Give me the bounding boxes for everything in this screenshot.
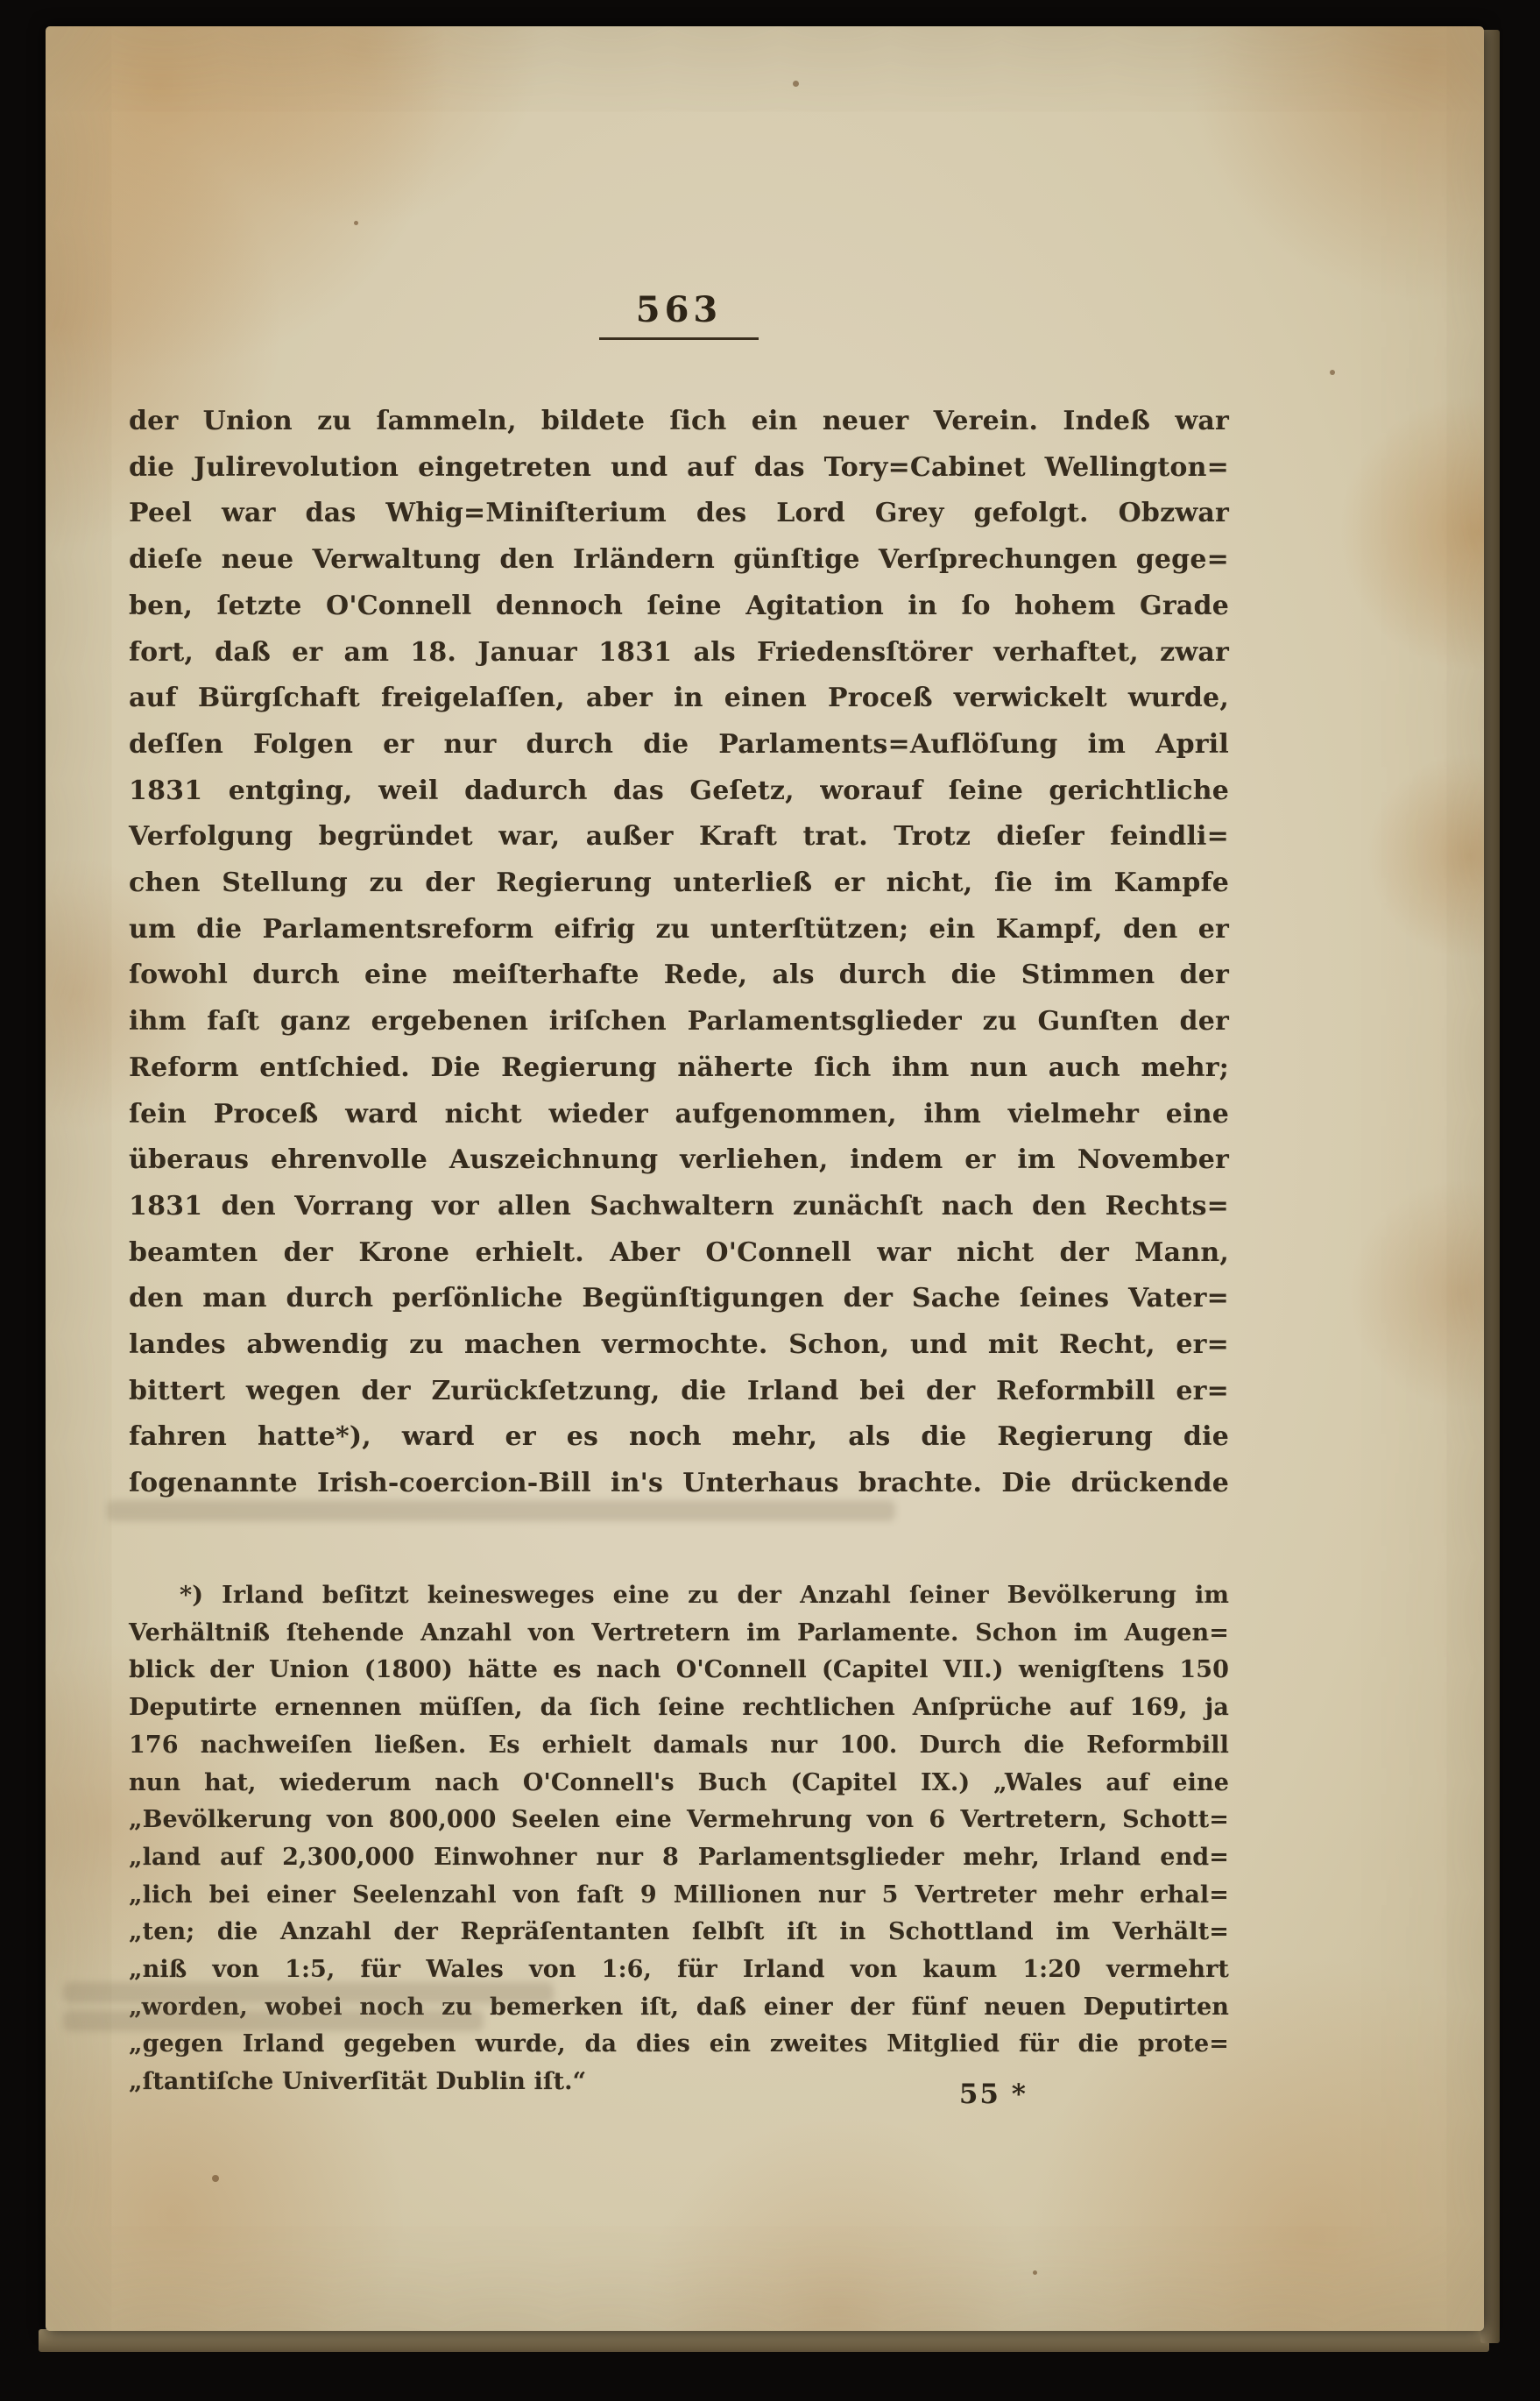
text-line: 1831 den Vorrang vor allen Sachwaltern zunächſt nach den Rechts= — [129, 1190, 1229, 1222]
text-line: Peel war das Whig=Miniſterium des Lord Grey gefolgt. Obzwar — [129, 498, 1229, 529]
page-number: 563 — [599, 289, 759, 340]
footnote-line: „niß von 1:5, für Wales von 1:6, für Irland von kaum 1:20 vermehrt — [129, 1956, 1229, 1984]
page-stack-edge-bottom — [39, 2329, 1489, 2352]
footnote-line: nun hat, wiederum nach O'Connell's Buch (Capitel IX.) „Wales auf eine — [129, 1768, 1229, 1796]
footnote-line: „Bevölkerung von 800,000 Seelen eine Vermehrung von 6 Vertretern, Schott= — [129, 1806, 1229, 1834]
footnote-line: blick der Union (1800) hätte es nach O'Connell (Capitel VII.) wenigſtens 150 — [129, 1656, 1229, 1684]
footnote-line: Deputirte ernennen müſſen, da ſich ſeine rechtlichen Anſprüche auf 169, ja — [129, 1694, 1229, 1722]
footnote-line: „land auf 2,300,000 Einwohner nur 8 Parlamentsglieder mehr, Irland end= — [129, 1843, 1229, 1871]
text-line: die Julirevolution eingetreten und auf das Tory=Cabinet Wellington= — [129, 451, 1229, 483]
text-line: ſein Proceß ward nicht wieder aufgenommen, ihm vielmehr eine — [129, 1098, 1229, 1130]
text-line: Reform entſchied. Die Regierung näherte ſich ihm nun auch mehr; — [129, 1052, 1229, 1083]
footnote-line: 176 nachweiſen ließen. Es erhielt damals nur 100. Durch die Reformbill — [129, 1731, 1229, 1759]
text-line: auf Bürgſchaft freigelaſſen, aber in einen Proceß verwickelt wurde, — [129, 683, 1229, 714]
footnote-line: „ten; die Anzahl der Repräſentanten ſelbſt iſt in Schottland im Verhält= — [129, 1918, 1229, 1946]
text-line: ſowohl durch eine meiſterhafte Rede, als durch die Stimmen der — [129, 960, 1229, 991]
text-line: landes abwendig zu machen vermochte. Schon, und mit Recht, er= — [129, 1329, 1229, 1361]
foxing-speck — [1330, 370, 1335, 375]
text-line: ſogenannte Irish-coercion-Bill in's Unterhaus brachte. Die drückende — [129, 1468, 1229, 1499]
text-line: chen Stellung zu der Regierung unterließ er nicht, ſie im Kampfe — [129, 868, 1229, 899]
text-line: fort, daß er am 18. Januar 1831 als Friedensſtörer verhaftet, zwar — [129, 636, 1229, 668]
page-header — [129, 289, 1229, 340]
text-line: bittert wegen der Zurückſetzung, die Irland bei der Reformbill er= — [129, 1375, 1229, 1406]
foxing-speck — [212, 2175, 219, 2182]
text-line: dieſe neue Verwaltung den Irländern günſtige Verſprechungen gege= — [129, 544, 1229, 576]
showthrough-smudge — [63, 1982, 554, 2003]
text-line: beamten der Krone erhielt. Aber O'Connell war nicht der Mann, — [129, 1236, 1229, 1268]
text-line: den man durch perſönliche Begünſtigungen der Sache ſeines Vater= — [129, 1283, 1229, 1314]
text-line: fahren hatte*), ward er es noch mehr, als die Regierung die — [129, 1421, 1229, 1453]
main-text-block — [129, 399, 1229, 1507]
book-page — [46, 26, 1484, 2331]
text-line: ihm faſt ganz ergebenen iriſchen Parlamentsglieder zu Gunſten der — [129, 1006, 1229, 1038]
footnote-line: „ſtantiſche Univerſität Dublin iſt.“ — [129, 2068, 587, 2096]
foxing-speck — [793, 81, 799, 87]
foxing-speck — [1033, 2270, 1037, 2275]
showthrough-smudge — [107, 1500, 895, 1521]
text-line: der Union zu ſammeln, bildete ſich ein neuer Verein. Indeß war — [129, 406, 1229, 436]
footnote-line: „gegen Irland gegeben wurde, da dies ein zweites Mitglied für die prote= — [129, 2030, 1229, 2058]
footnote-line: Verhältniß ſtehende Anzahl von Vertretern im Parlamente. Schon im Augen= — [129, 1618, 1229, 1647]
showthrough-smudge — [63, 2010, 484, 2031]
text-line: Verfolgung begründet war, außer Kraft trat. Trotz dieſer feindli= — [129, 821, 1229, 853]
text-line: ben, ſetzte O'Connell dennoch ſeine Agitation in ſo hohem Grade — [129, 590, 1229, 621]
footnote-line: *) Irland beſitzt keinesweges eine zu der Anzahl ſeiner Bevölkerung im — [180, 1582, 1229, 1609]
footnote-line: „worden, wobei noch zu bemerken iſt, daß einer der fünf neuen Deputirten — [129, 1993, 1229, 2021]
text-line: um die Parlamentsreform eifrig zu unterſtützen; ein Kampf, den er — [129, 913, 1229, 945]
sheet-signature: 55 * — [958, 2079, 1028, 2110]
text-line: überaus ehrenvolle Auszeichnung verliehen, indem er im November — [129, 1144, 1229, 1176]
text-line: 1831 entging, weil dadurch das Geſetz, worauf ſeine gerichtliche — [129, 775, 1229, 806]
text-line: deſſen Folgen er nur durch die Parlaments=Auflöſung im April — [129, 728, 1229, 760]
foxing-speck — [354, 221, 358, 225]
footnote-line: „lich bei einer Seelenzahl von faſt 9 Millionen nur 5 Vertreter mehr erhal= — [129, 1880, 1229, 1909]
